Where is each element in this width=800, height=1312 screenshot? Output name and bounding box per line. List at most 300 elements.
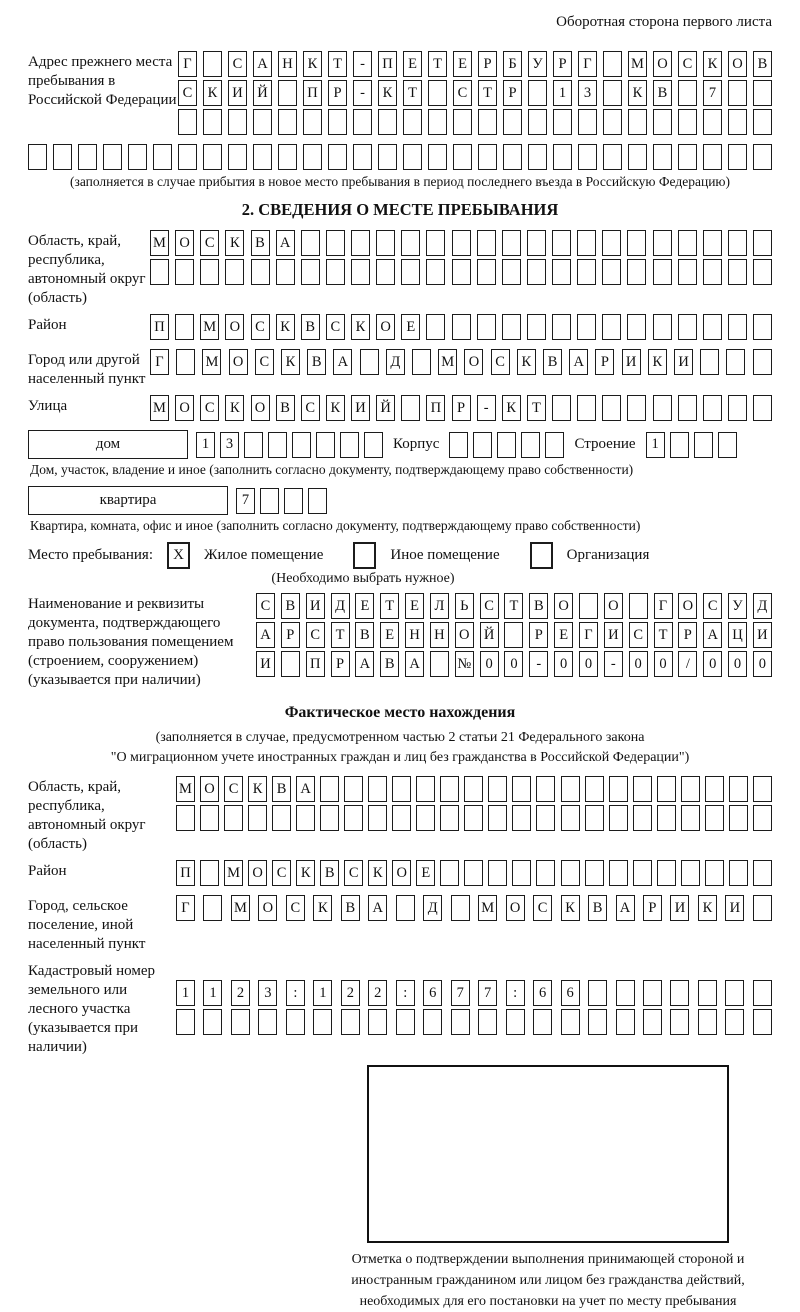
char-box[interactable]	[753, 314, 772, 340]
char-box[interactable]: Т	[403, 80, 422, 106]
char-box[interactable]	[603, 51, 622, 77]
char-box[interactable]	[633, 805, 652, 831]
char-box[interactable]	[364, 432, 383, 458]
char-box[interactable]: О	[258, 895, 277, 921]
char-box[interactable]: И	[753, 622, 772, 648]
char-box[interactable]	[340, 432, 359, 458]
char-box[interactable]: И	[674, 349, 693, 375]
char-box[interactable]	[203, 144, 222, 170]
char-box[interactable]	[703, 259, 722, 285]
char-box[interactable]	[728, 144, 747, 170]
char-box[interactable]	[203, 895, 222, 921]
char-box[interactable]: Р	[678, 622, 697, 648]
char-box[interactable]	[416, 805, 435, 831]
char-box[interactable]	[175, 259, 194, 285]
char-box[interactable]	[506, 1009, 525, 1035]
char-box[interactable]: С	[228, 51, 247, 77]
char-box[interactable]	[729, 860, 748, 886]
char-box[interactable]	[753, 776, 772, 802]
char-box[interactable]	[426, 259, 445, 285]
char-box[interactable]	[585, 860, 604, 886]
char-box[interactable]	[258, 1009, 277, 1035]
char-box[interactable]	[628, 109, 647, 135]
char-box[interactable]: К	[351, 314, 370, 340]
char-box[interactable]	[728, 259, 747, 285]
char-box[interactable]	[296, 805, 315, 831]
char-box[interactable]: О	[653, 51, 672, 77]
char-box[interactable]: -	[529, 651, 548, 677]
char-box[interactable]	[428, 144, 447, 170]
char-box[interactable]	[698, 980, 717, 1006]
char-box[interactable]	[643, 980, 662, 1006]
char-box[interactable]: Л	[430, 593, 449, 619]
char-box[interactable]: И	[604, 622, 623, 648]
char-box[interactable]	[602, 230, 621, 256]
char-box[interactable]: Ц	[728, 622, 747, 648]
char-box[interactable]: К	[378, 80, 397, 106]
char-box[interactable]: К	[203, 80, 222, 106]
char-box[interactable]: С	[491, 349, 510, 375]
char-box[interactable]	[753, 109, 772, 135]
char-box[interactable]	[753, 259, 772, 285]
char-box[interactable]	[753, 805, 772, 831]
char-box[interactable]: О	[455, 622, 474, 648]
char-box[interactable]: К	[703, 51, 722, 77]
char-box[interactable]: А	[333, 349, 352, 375]
char-box[interactable]	[478, 109, 497, 135]
char-box[interactable]	[681, 860, 700, 886]
char-box[interactable]	[536, 860, 555, 886]
char-box[interactable]	[453, 144, 472, 170]
char-box[interactable]	[657, 805, 676, 831]
char-box[interactable]	[203, 109, 222, 135]
char-box[interactable]	[478, 144, 497, 170]
char-box[interactable]	[698, 1009, 717, 1035]
char-box[interactable]: П	[176, 860, 195, 886]
char-box[interactable]: К	[561, 895, 580, 921]
char-box[interactable]	[203, 51, 222, 77]
char-box[interactable]	[253, 109, 272, 135]
char-box[interactable]	[653, 314, 672, 340]
char-box[interactable]	[303, 109, 322, 135]
char-box[interactable]: /	[678, 651, 697, 677]
char-box[interactable]	[602, 259, 621, 285]
char-box[interactable]	[753, 80, 772, 106]
char-box[interactable]	[602, 314, 621, 340]
char-box[interactable]	[392, 776, 411, 802]
char-box[interactable]	[376, 259, 395, 285]
char-box[interactable]: Д	[331, 593, 350, 619]
char-box[interactable]	[653, 144, 672, 170]
char-box[interactable]	[128, 144, 147, 170]
char-box[interactable]	[403, 144, 422, 170]
char-box[interactable]	[561, 860, 580, 886]
char-box[interactable]	[703, 144, 722, 170]
char-box[interactable]	[200, 259, 219, 285]
char-box[interactable]	[78, 144, 97, 170]
char-box[interactable]	[477, 230, 496, 256]
char-box[interactable]: П	[150, 314, 169, 340]
char-box[interactable]	[503, 109, 522, 135]
char-box[interactable]: О	[604, 593, 623, 619]
char-box[interactable]: К	[698, 895, 717, 921]
char-box[interactable]: Р	[281, 622, 300, 648]
char-box[interactable]: П	[378, 51, 397, 77]
char-box[interactable]	[451, 895, 470, 921]
char-box[interactable]	[521, 432, 540, 458]
char-box[interactable]: 1	[553, 80, 572, 106]
char-box[interactable]	[103, 144, 122, 170]
char-box[interactable]	[533, 1009, 552, 1035]
char-box[interactable]: Т	[328, 51, 347, 77]
char-box[interactable]: В	[341, 895, 360, 921]
char-box[interactable]	[200, 860, 219, 886]
char-box[interactable]: С	[224, 776, 243, 802]
char-box[interactable]: Е	[403, 51, 422, 77]
char-box[interactable]: Г	[176, 895, 195, 921]
char-box[interactable]: А	[296, 776, 315, 802]
char-box[interactable]: Р	[553, 51, 572, 77]
char-box[interactable]	[440, 860, 459, 886]
char-box[interactable]: С	[286, 895, 305, 921]
char-box[interactable]	[278, 80, 297, 106]
char-box[interactable]: Р	[529, 622, 548, 648]
char-box[interactable]: :	[286, 980, 305, 1006]
char-box[interactable]	[292, 432, 311, 458]
char-box[interactable]	[278, 109, 297, 135]
char-box[interactable]	[281, 651, 300, 677]
char-box[interactable]	[176, 349, 195, 375]
char-box[interactable]	[478, 1009, 497, 1035]
char-box[interactable]	[502, 230, 521, 256]
char-box[interactable]: К	[225, 395, 244, 421]
char-box[interactable]: О	[506, 895, 525, 921]
char-box[interactable]: С	[703, 593, 722, 619]
char-box[interactable]	[577, 259, 596, 285]
char-box[interactable]: 7	[703, 80, 722, 106]
char-box[interactable]	[728, 109, 747, 135]
char-box[interactable]: С	[306, 622, 325, 648]
char-box[interactable]	[488, 805, 507, 831]
char-box[interactable]: Т	[504, 593, 523, 619]
char-box[interactable]	[328, 109, 347, 135]
char-box[interactable]	[344, 805, 363, 831]
char-box[interactable]	[578, 109, 597, 135]
char-box[interactable]: С	[255, 349, 274, 375]
char-box[interactable]: 0	[654, 651, 673, 677]
char-box[interactable]	[703, 109, 722, 135]
char-box[interactable]	[678, 80, 697, 106]
char-box[interactable]	[553, 144, 572, 170]
char-box[interactable]	[728, 80, 747, 106]
char-box[interactable]	[561, 1009, 580, 1035]
char-box[interactable]	[725, 1009, 744, 1035]
char-box[interactable]	[729, 776, 748, 802]
char-box[interactable]: С	[453, 80, 472, 106]
char-box[interactable]: Н	[405, 622, 424, 648]
char-box[interactable]	[504, 622, 523, 648]
char-box[interactable]	[528, 80, 547, 106]
char-box[interactable]	[353, 144, 372, 170]
char-box[interactable]: 1	[176, 980, 195, 1006]
char-box[interactable]: К	[225, 230, 244, 256]
char-box[interactable]	[578, 144, 597, 170]
char-box[interactable]	[577, 230, 596, 256]
char-box[interactable]	[360, 349, 379, 375]
char-box[interactable]	[703, 395, 722, 421]
char-box[interactable]	[561, 805, 580, 831]
char-box[interactable]	[341, 1009, 360, 1035]
char-box[interactable]: Р	[643, 895, 662, 921]
char-box[interactable]	[272, 805, 291, 831]
char-box[interactable]: Е	[380, 622, 399, 648]
char-box[interactable]	[176, 805, 195, 831]
char-box[interactable]: Ь	[455, 593, 474, 619]
char-box[interactable]: С	[678, 51, 697, 77]
char-box[interactable]	[260, 488, 279, 514]
char-box[interactable]: И	[306, 593, 325, 619]
char-box[interactable]: 6	[423, 980, 442, 1006]
char-box[interactable]: Е	[401, 314, 420, 340]
char-box[interactable]	[528, 109, 547, 135]
char-box[interactable]	[378, 109, 397, 135]
char-box[interactable]	[609, 860, 628, 886]
char-box[interactable]	[628, 144, 647, 170]
char-box[interactable]	[753, 144, 772, 170]
char-box[interactable]	[579, 593, 598, 619]
char-box[interactable]	[416, 776, 435, 802]
char-box[interactable]: С	[200, 230, 219, 256]
char-box[interactable]	[588, 980, 607, 1006]
char-box[interactable]: 0	[504, 651, 523, 677]
char-box[interactable]	[428, 80, 447, 106]
char-box[interactable]	[653, 109, 672, 135]
char-box[interactable]	[627, 230, 646, 256]
char-box[interactable]: 7	[478, 980, 497, 1006]
char-box[interactable]	[320, 805, 339, 831]
char-box[interactable]: 2	[341, 980, 360, 1006]
char-box[interactable]	[175, 314, 194, 340]
char-box[interactable]	[602, 395, 621, 421]
char-box[interactable]	[753, 895, 772, 921]
char-box[interactable]: И	[670, 895, 689, 921]
char-box[interactable]: 7	[451, 980, 470, 1006]
char-box[interactable]: О	[175, 395, 194, 421]
char-box[interactable]: 3	[258, 980, 277, 1006]
char-box[interactable]: 2	[231, 980, 250, 1006]
char-box[interactable]: Е	[453, 51, 472, 77]
char-box[interactable]	[627, 314, 646, 340]
char-box[interactable]: О	[554, 593, 573, 619]
char-box[interactable]: Е	[405, 593, 424, 619]
char-box[interactable]	[452, 230, 471, 256]
char-box[interactable]: П	[303, 80, 322, 106]
char-box[interactable]	[718, 432, 737, 458]
char-box[interactable]	[609, 776, 628, 802]
char-box[interactable]: К	[248, 776, 267, 802]
char-box[interactable]	[203, 1009, 222, 1035]
char-box[interactable]	[231, 1009, 250, 1035]
char-box[interactable]: В	[301, 314, 320, 340]
char-box[interactable]	[616, 1009, 635, 1035]
char-box[interactable]: В	[380, 651, 399, 677]
char-box[interactable]	[228, 144, 247, 170]
char-box[interactable]: С	[629, 622, 648, 648]
char-box[interactable]	[512, 860, 531, 886]
char-box[interactable]: М	[628, 51, 647, 77]
char-box[interactable]	[488, 776, 507, 802]
char-box[interactable]	[452, 314, 471, 340]
char-box[interactable]	[705, 805, 724, 831]
char-box[interactable]	[678, 144, 697, 170]
char-box[interactable]	[670, 1009, 689, 1035]
char-box[interactable]: В	[276, 395, 295, 421]
char-box[interactable]: Р	[478, 51, 497, 77]
char-box[interactable]	[423, 1009, 442, 1035]
char-box[interactable]	[328, 144, 347, 170]
char-box[interactable]	[627, 259, 646, 285]
char-box[interactable]	[473, 432, 492, 458]
char-box[interactable]: М	[231, 895, 250, 921]
char-box[interactable]	[657, 776, 676, 802]
char-box[interactable]: М	[150, 395, 169, 421]
char-box[interactable]: А	[355, 651, 374, 677]
char-box[interactable]: 0	[554, 651, 573, 677]
char-box[interactable]	[657, 860, 676, 886]
char-box[interactable]	[561, 776, 580, 802]
char-box[interactable]	[401, 259, 420, 285]
char-box[interactable]	[396, 1009, 415, 1035]
char-box[interactable]	[502, 314, 521, 340]
char-box[interactable]	[228, 109, 247, 135]
char-box[interactable]	[150, 259, 169, 285]
char-box[interactable]: В	[588, 895, 607, 921]
char-box[interactable]: Т	[331, 622, 350, 648]
char-box[interactable]	[633, 860, 652, 886]
char-box[interactable]: П	[306, 651, 325, 677]
char-box[interactable]	[464, 805, 483, 831]
char-box[interactable]	[753, 980, 772, 1006]
char-box[interactable]: И	[725, 895, 744, 921]
char-box[interactable]	[528, 144, 547, 170]
char-box[interactable]: Т	[527, 395, 546, 421]
char-box[interactable]: 0	[579, 651, 598, 677]
char-box[interactable]: №	[455, 651, 474, 677]
char-box[interactable]	[378, 144, 397, 170]
char-box[interactable]: 3	[220, 432, 239, 458]
char-box[interactable]: О	[175, 230, 194, 256]
char-box[interactable]: 7	[236, 488, 255, 514]
char-box[interactable]	[451, 1009, 470, 1035]
char-box[interactable]: М	[150, 230, 169, 256]
char-box[interactable]	[353, 109, 372, 135]
char-box[interactable]	[53, 144, 72, 170]
char-box[interactable]: Н	[278, 51, 297, 77]
char-box[interactable]	[200, 805, 219, 831]
char-box[interactable]: 1	[313, 980, 332, 1006]
char-box[interactable]	[753, 349, 772, 375]
char-box[interactable]	[577, 395, 596, 421]
char-box[interactable]: С	[272, 860, 291, 886]
char-box[interactable]	[527, 314, 546, 340]
char-box[interactable]	[588, 1009, 607, 1035]
char-box[interactable]: -	[477, 395, 496, 421]
char-box[interactable]: Й	[376, 395, 395, 421]
char-box[interactable]: Е	[554, 622, 573, 648]
char-box[interactable]: М	[176, 776, 195, 802]
char-box[interactable]: А	[703, 622, 722, 648]
char-box[interactable]: Т	[428, 51, 447, 77]
char-box[interactable]: 0	[480, 651, 499, 677]
char-box[interactable]	[753, 230, 772, 256]
char-box[interactable]	[316, 432, 335, 458]
char-box[interactable]	[430, 651, 449, 677]
char-box[interactable]	[464, 776, 483, 802]
char-box[interactable]	[603, 109, 622, 135]
char-box[interactable]	[553, 109, 572, 135]
char-box[interactable]	[694, 432, 713, 458]
char-box[interactable]	[705, 776, 724, 802]
char-box[interactable]: С	[178, 80, 197, 106]
char-box[interactable]: К	[296, 860, 315, 886]
char-box[interactable]	[426, 230, 445, 256]
char-box[interactable]: Й	[253, 80, 272, 106]
char-box[interactable]	[753, 860, 772, 886]
char-box[interactable]	[728, 314, 747, 340]
char-box[interactable]	[705, 860, 724, 886]
char-box[interactable]	[678, 314, 697, 340]
char-box[interactable]: С	[480, 593, 499, 619]
char-box[interactable]	[253, 144, 272, 170]
checkbox-other-premises[interactable]	[353, 542, 376, 569]
char-box[interactable]	[728, 230, 747, 256]
char-box[interactable]: И	[351, 395, 370, 421]
char-box[interactable]: К	[502, 395, 521, 421]
char-box[interactable]	[633, 776, 652, 802]
char-box[interactable]	[449, 432, 468, 458]
char-box[interactable]: Г	[654, 593, 673, 619]
char-box[interactable]	[178, 109, 197, 135]
char-box[interactable]: Е	[416, 860, 435, 886]
char-box[interactable]: М	[478, 895, 497, 921]
char-box[interactable]: О	[376, 314, 395, 340]
char-box[interactable]: М	[202, 349, 221, 375]
char-box[interactable]	[251, 259, 270, 285]
char-box[interactable]	[653, 259, 672, 285]
char-box[interactable]: К	[303, 51, 322, 77]
char-box[interactable]	[681, 776, 700, 802]
char-box[interactable]	[512, 776, 531, 802]
char-box[interactable]: О	[392, 860, 411, 886]
char-box[interactable]	[344, 776, 363, 802]
char-box[interactable]: 0	[629, 651, 648, 677]
char-box[interactable]	[703, 230, 722, 256]
char-box[interactable]: 0	[753, 651, 772, 677]
char-box[interactable]	[527, 259, 546, 285]
char-box[interactable]: А	[405, 651, 424, 677]
char-box[interactable]	[629, 593, 648, 619]
char-box[interactable]: А	[569, 349, 588, 375]
char-box[interactable]: С	[251, 314, 270, 340]
char-box[interactable]: -	[353, 80, 372, 106]
char-box[interactable]	[497, 432, 516, 458]
char-box[interactable]	[401, 395, 420, 421]
char-box[interactable]	[464, 860, 483, 886]
char-box[interactable]	[301, 259, 320, 285]
char-box[interactable]	[627, 395, 646, 421]
char-box[interactable]: К	[326, 395, 345, 421]
char-box[interactable]: Н	[430, 622, 449, 648]
